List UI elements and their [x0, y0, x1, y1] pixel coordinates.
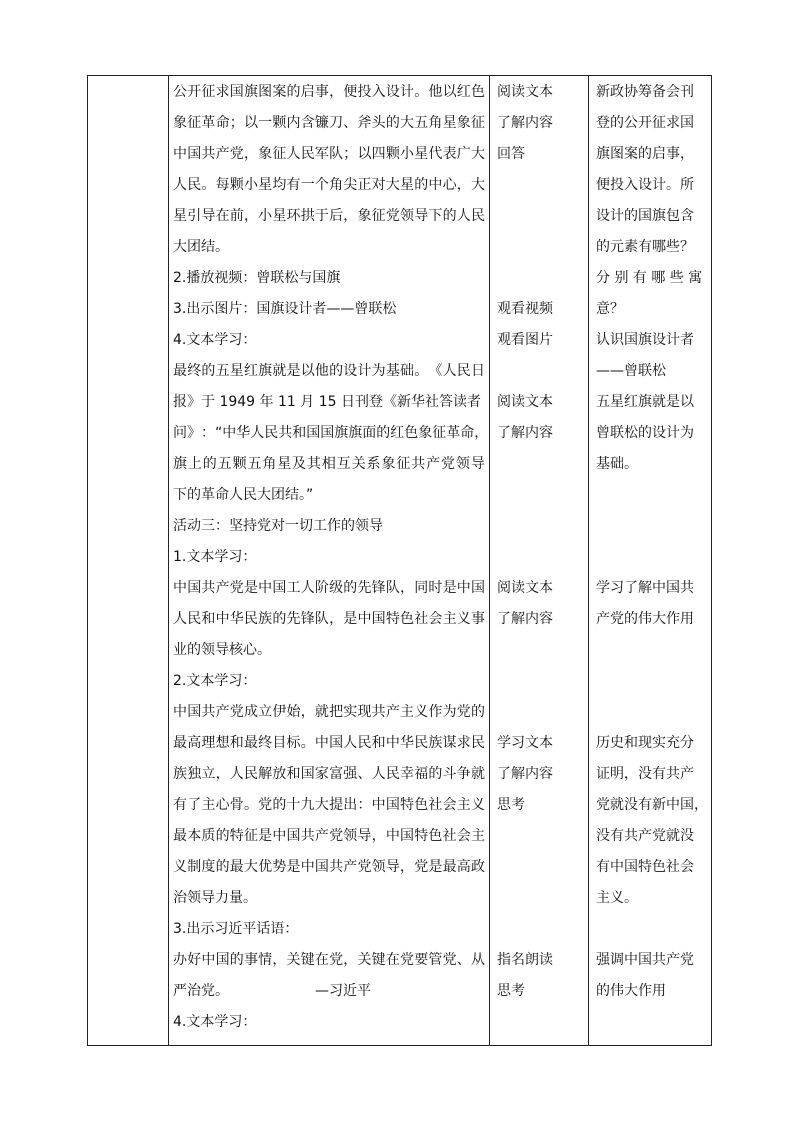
- text-line: 治领导力量。: [173, 890, 257, 906]
- text-line: 旗 上 的 五 颗 五 角 星 及 其 相 互 关 系 象 征 共 产 党 领 导: [173, 456, 485, 472]
- text-line: 人 民 和 中 华 民 族 的 先 锋 队 ， 是 中 国 特 色 社 会 主 义 事: [173, 611, 485, 627]
- text-line: 证明，没有共产: [596, 766, 694, 782]
- table-row: [88, 76, 712, 1046]
- text-line: 认识国旗设计者: [596, 332, 694, 348]
- text-line: 2.文本学习：: [173, 673, 257, 689]
- section-heading: 活动三：坚持党对一切工作的领导: [173, 518, 383, 534]
- text-line: 报》于 1949 年 11 月 15 日刊登《新华社答读者: [173, 394, 481, 410]
- text-line: 新政协筹备会刊: [596, 84, 694, 100]
- design-intent-cell: [589, 76, 712, 1046]
- text-line: 3.出示习近平话语：: [173, 921, 299, 937]
- text-line: 思考: [497, 983, 525, 999]
- text-line: 1.文本学习：: [173, 549, 257, 565]
- text-line: 意？: [596, 301, 624, 317]
- text-line: 了解内容: [497, 611, 553, 627]
- text-line: 最 高 理 想 和 最 终 目 标 。 中 国 人 民 和 中 华 民 族 谋 求 民: [173, 735, 485, 751]
- text-line: 严治党。: [173, 983, 229, 999]
- text-line: 产党的伟大作用: [596, 611, 694, 627]
- text-line: 3.出示图片：国旗设计者——曾联松: [173, 301, 397, 317]
- text-line: 的伟大作用: [596, 983, 666, 999]
- text-line: 义 制 度 的 最 大 优 势 是 中 国 共 产 党 领 导 ， 党 是 最 高 政: [173, 859, 485, 875]
- quote-attribution: —习近平: [315, 983, 371, 999]
- text-line: 办 好 中 国 的 事 情 ， 关 键 在 党 ， 关 键 在 党 要 管 党 、 从: [173, 952, 485, 968]
- text-line: 观看视频: [497, 301, 553, 317]
- text-line: 登的公开征求国: [596, 115, 694, 131]
- text-line: 党就没有新中国，: [596, 797, 708, 813]
- text-line: 业的领导核心。: [173, 642, 271, 658]
- text-line: 便投入设计。所: [596, 177, 694, 193]
- text-line: 没有共产党就没: [596, 828, 694, 844]
- text-line: 设计的国旗包含: [596, 208, 694, 224]
- text-line: 强调中国共产党: [596, 952, 694, 968]
- text-line: 思考: [497, 797, 525, 813]
- text-line: 的元素有哪些？: [596, 239, 694, 255]
- text-line: 旗图案的启事，: [596, 146, 694, 162]
- text-line: 4.文本学习：: [173, 1014, 257, 1030]
- text-line: 星 引 导 在 前 ， 小 星 环 拱 于 后 ， 象 征 党 领 导 下 的 人 民: [173, 208, 485, 224]
- text-line: 有中国特色社会: [596, 859, 694, 875]
- text-line: 中 国 共 产 党 ， 象 征 人 民 军 队 ； 以 四 颗 小 星 代 表 广 大: [173, 146, 485, 162]
- text-line: 了解内容: [497, 766, 553, 782]
- student-activity-cell: [490, 76, 589, 1046]
- text-line: 中 国 共 产 党 是 中 国 工 人 阶 级 的 先 锋 队 ， 同 时 是 中 国: [173, 580, 485, 596]
- text-line: 阅读文本: [497, 84, 553, 100]
- text-line: 了解内容: [497, 425, 553, 441]
- text-line: 中 国 共 产 党 成 立 伊 始 ， 就 把 实 现 共 产 主 义 作 为 党 的: [173, 704, 485, 720]
- text-line: 主义。: [596, 890, 638, 906]
- text-line: 族 独 立 ， 人 民 解 放 和 国 家 富 强 、 人 民 幸 福 的 斗 争 就: [173, 766, 485, 782]
- lesson-plan-table: [87, 75, 712, 1046]
- text-line: 分 别 有 哪 些 寓: [596, 270, 703, 286]
- text-line: 曾联松的设计为: [596, 425, 694, 441]
- text-line: 指名朗读: [497, 952, 553, 968]
- text-line: 回答: [497, 146, 525, 162]
- text-line: 五星红旗就是以: [596, 394, 694, 410]
- text-line: 了解内容: [497, 115, 553, 131]
- empty-stage-cell: [88, 76, 169, 1046]
- text-line: 最 本 质 的 特 征 是 中 国 共 产 党 领 导 ， 中 国 特 色 社 会 主: [173, 828, 485, 844]
- text-line: ——曾联松: [596, 363, 666, 379]
- text-line: 下的革命人民大团结。”: [173, 487, 314, 503]
- text-line: 学习了解中国共: [596, 580, 694, 596]
- text-line: 问 》 ： “ 中 华 人 民 共 和 国 国 旗 旗 面 的 红 色 象 征 革 命 ，: [173, 425, 489, 441]
- text-line: 有 了 主 心 骨 。 党 的 十 九 大 提 出 ： 中 国 特 色 社 会 主 义: [173, 797, 485, 813]
- text-line: 人 民 。 每 颗 小 星 均 有 一 个 角 尖 正 对 大 星 的 中 心 ， 大: [173, 177, 485, 193]
- text-line: 4.文本学习：: [173, 332, 257, 348]
- text-line: 历史和现实充分: [596, 735, 694, 751]
- text-line: 大团结。: [173, 239, 229, 255]
- text-line: 公 开 征 求 国 旗 图 案 的 启 事 ， 便 投 入 设 计 。 他 以 红 色: [173, 84, 485, 100]
- text-line: 最 终 的 五 星 红 旗 就 是 以 他 的 设 计 为 基 础 。 《 人 民 日: [173, 363, 485, 379]
- text-line: 观看图片: [497, 332, 553, 348]
- text-line: 2.播放视频：曾联松与国旗: [173, 270, 341, 286]
- text-line: 阅读文本: [497, 580, 553, 596]
- text-line: 象 征 革 命 ； 以 一 颗 内 含 镰 刀 、 斧 头 的 大 五 角 星 象 征: [173, 115, 485, 131]
- text-line: 基础。: [596, 456, 638, 472]
- text-line: 学习文本: [497, 735, 553, 751]
- teacher-activity-cell: [169, 76, 490, 1046]
- text-line: 阅读文本: [497, 394, 553, 410]
